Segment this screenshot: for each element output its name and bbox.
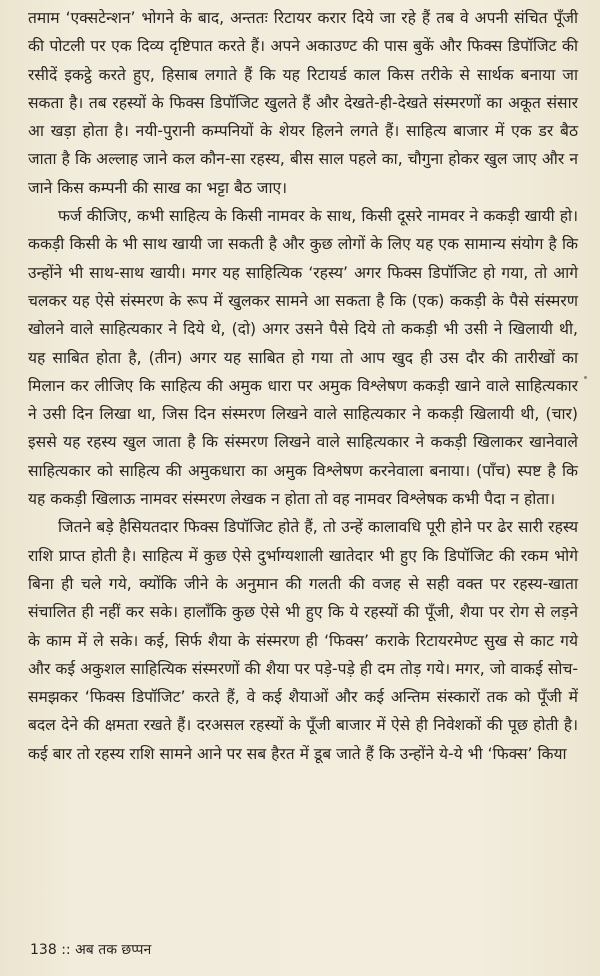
paragraph-2: फर्ज कीजिए, कभी साहित्य के किसी नामवर के साथ, किसी दूसरे नामवर ने ककड़ी खायी हो। ककड़ी किसी के भी साथ खायी जा सकती है और कुछ लोगों के लिए यह एक सामान्य संयोग है कि उन्होंने भी साथ-साथ खायी। मगर यह साहित्यिक ‘रहस्य’ अगर फिक्स डिपॉजिट हो गया, तो आगे चलकर यह ऐसे संस्मरण के रूप में खुलकर सामने आ सकता है कि (एक) ककड़ी के पैसे संस्मरण खोलने वाले साहित्यकार ने दिये थे, (दो) अगर उसने पैसे दिये तो ककड़ी भी उसी ने खिलायी थी, यह साबित होता है, (तीन) अगर यह साबित हो गया तो आप खुद ही उस दौर की तारीखों का मिलान कर लीजिए कि साहित्य की अमुक धारा पर अमुक विश्लेषण ककड़ी खाने वाले साहित्यकार ने उसी दिन लिखा था, जिस दिन संस्मरण लिखने वाले साहित्यकार ने ककड़ी खिलायी थी, (चार) इससे यह रहस्य खुल जाता है कि संस्मरण लिखने वाले साहित्यकार ने ककड़ी खिलाकर खानेवाले साहित्यकार को साहित्य की अमुकधारा का अमुक विश्लेषण करनेवाला बनाया। (पाँच) स्पष्ट है कि यह ककड़ी खिलाऊ नामवर संस्मरण लेखक न होता तो वह नामवर विश्लेषक कभी पैदा न होता। [28,207,578,509]
margin-dot [584,376,587,379]
paragraph-1: तमाम ‘एक्सटेन्शन’ भोगने के बाद, अन्ततः रिटायर करार दिये जा रहे हैं तब वे अपनी संचित पूँजी की पोटली पर एक दिव्य दृष्टिपात करते हैं। अपने अकाउण्ट की पास बुकें और फिक्स डिपॉजिट की रसीदें इकट्ठे करते हुए, हिसाब लगाते हैं कि यह रिटायर्ड काल किस तरीके से सार्थक बनाया जा सकता है। तब रहस्यों के फिक्स डिपॉजिट खुलते हैं और देखते-ही-देखते संस्मरणों का अकूत संसार आ खड़ा होता है। नयी-पुरानी कम्पनियों के शेयर हिलने लगते हैं। साहित्य बाजार में एक डर बैठ जाता है कि अल्लाह जाने कल कौन-सा रहस्य, बीस साल पहले का, चौगुना होकर खुल जाए और न जाने किस कम्पनी की साख का भट्टा बैठ जाए। [28,9,578,197]
page-number: 138 [30,942,57,958]
page-footer [30,940,151,959]
footer-separator: :: [61,942,71,958]
body-text [28,4,578,768]
book-title: अब तक छप्पन [75,942,152,958]
paragraph-3: जितने बड़े हैसियतदार फिक्स डिपॉजिट होते हैं, तो उन्हें कालावधि पूरी होने पर ढेर सारी रहस्य राशि प्राप्त होती है। साहित्य में कुछ ऐसे दुर्भाग्यशाली खातेदार भी हुए कि डिपॉजिट की रकम भोगे बिना ही चले गये, क्योंकि जीने के अनुमान की गलती की वजह से सही वक्त पर रहस्य-खाता संचालित ही नहीं कर सके। हालाँकि कुछ ऐसे भी हुए कि ये रहस्यों की पूँजी, शैया पर रोग से लड़ने के काम में ले सके। कई, सिर्फ शैया के संस्मरण ही ‘फिक्स’ कराके रिटायरमेण्ट सुख से काट गये और कई अकुशल साहित्यिक संस्मरणों की शैया पर पड़े-पड़े ही दम तोड़ गये। मगर, जो वाकई सोच-समझकर ‘फिक्स डिपॉजिट’ करते हैं, वे कई शैयाओं और कई अन्तिम संस्कारों तक को पूँजी में बदल देने की क्षमता रखते हैं। दरअसल रहस्यों के पूँजी बाजार में ऐसे ही निवेशकों की पूछ होती है। कई बार तो रहस्य राशि सामने आने पर सब हैरत में डूब जाते हैं कि उन्होंने ये-ये भी ‘फिक्स’ किया [28,518,578,763]
